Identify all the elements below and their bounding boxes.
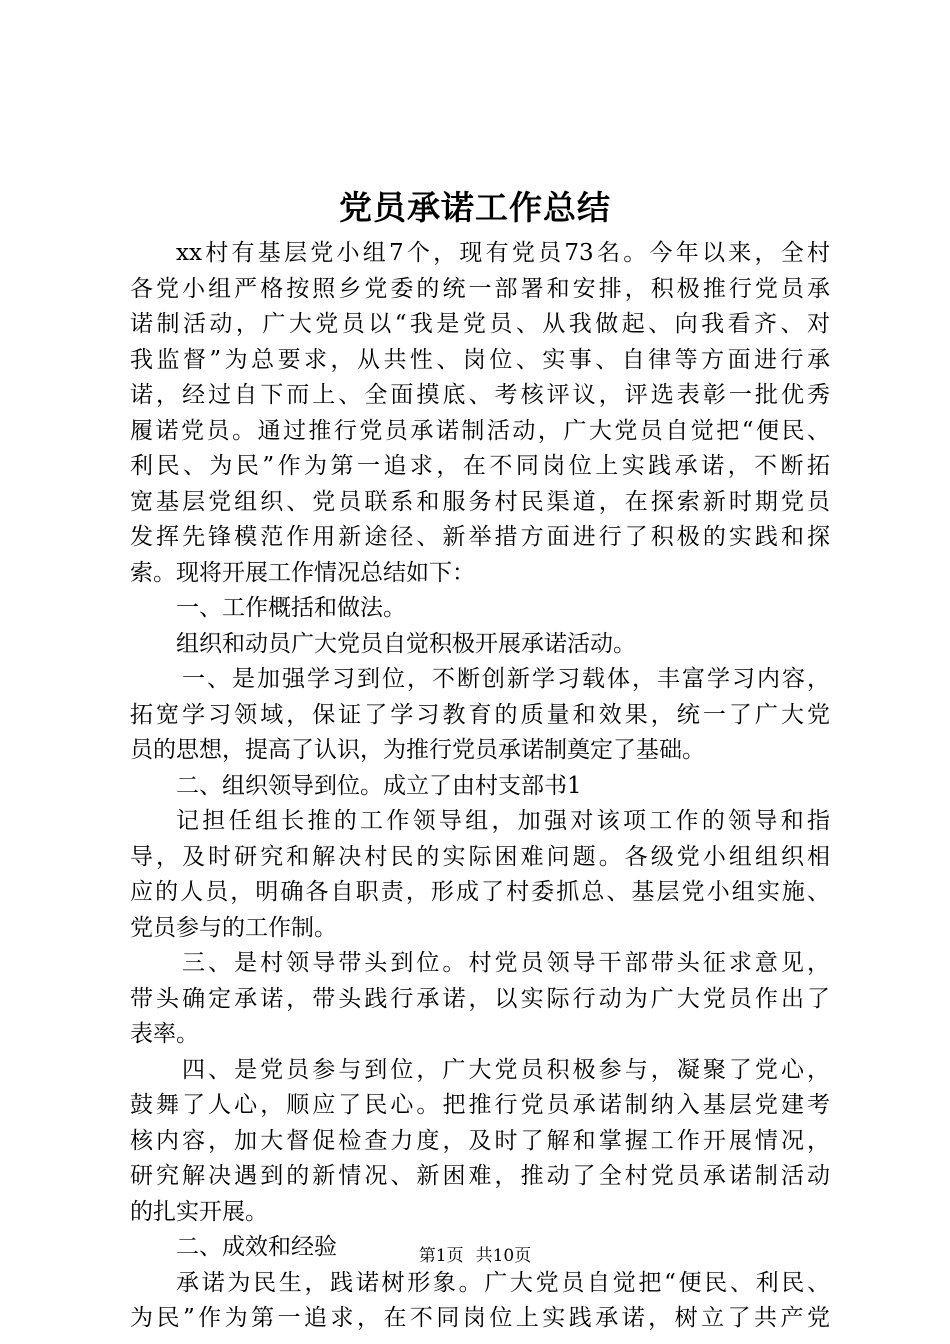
body-line: 发挥先锋模范作用新途径、新举措方面进行了积极的实践和探 bbox=[130, 524, 830, 550]
body-line: 研究解决遇到的新情况、新困难，推动了全村党员承诺制活动 bbox=[130, 1163, 830, 1189]
body-line: 表率。 bbox=[130, 1021, 199, 1047]
body-line: 记担任组长推的工作领导组，加强对该项工作的领导和指 bbox=[176, 808, 830, 834]
body-line: 宽基层党组织、党员联系和服务村民渠道，在探索新时期党员 bbox=[130, 488, 830, 515]
body-line: 四、是党员参与到位，广大党员积极参与，凝聚了党心， bbox=[182, 1056, 830, 1083]
body-line: 各党小组严格按照乡党委的统一部署和安排，积极推行党员承 bbox=[130, 275, 830, 302]
body-line: 我监督”为总要求，从共性、岗位、实事、自律等方面进行承 bbox=[130, 346, 830, 373]
body-line: 索。现将开展工作情况总结如下： bbox=[130, 559, 475, 586]
body-line: 为民”作为第一追求，在不同岗位上实践承诺，树立了共产党 bbox=[130, 1305, 830, 1331]
page-number: 第1页 bbox=[418, 1246, 464, 1266]
document-body bbox=[130, 236, 830, 1337]
body-line: 二、组织领导到位。成立了由村支部书1 bbox=[176, 772, 582, 799]
body-line: xx村有基层党小组7个，现有党员73名。今年以来，全村 bbox=[176, 240, 830, 266]
body-line: 应的人员，明确各自职责，形成了村委抓总、基层党小组实施、 bbox=[130, 879, 830, 905]
body-line: 员的思想，提高了认识，为推行党员承诺制奠定了基础。 bbox=[130, 737, 705, 763]
page-footer bbox=[0, 1244, 950, 1268]
section-heading: 二、成效和经验 bbox=[176, 1234, 337, 1260]
body-line: 的扎实开展。 bbox=[130, 1198, 268, 1225]
body-line: 组织和动员广大党员自觉积极开展承诺活动。 bbox=[176, 630, 636, 657]
body-line: 承诺为民生，践诺树形象。广大党员自觉把“便民、利民、 bbox=[176, 1269, 830, 1296]
body-line: 履诺党员。通过推行党员承诺制活动，广大党员自觉把“便民、 bbox=[130, 417, 830, 444]
body-line: 诺制活动，广大党员以“我是党员、从我做起、向我看齐、对 bbox=[130, 311, 830, 337]
body-line: 利民、为民”作为第一追求，在不同岗位上实践承诺，不断拓 bbox=[130, 453, 830, 479]
body-line: 拓宽学习领域，保证了学习教育的质量和效果，统一了广大党 bbox=[130, 701, 830, 728]
body-line: 带头确定承诺，带头践行承诺，以实际行动为广大党员作出了 bbox=[130, 985, 830, 1012]
body-line: 导，及时研究和解决村民的实际困难问题。各级党小组组织相 bbox=[130, 843, 830, 870]
page-total: 共10页 bbox=[475, 1246, 532, 1266]
body-line: 三、是村领导带头到位。村党员领导干部带头征求意见， bbox=[182, 950, 830, 976]
body-line: 党员参与的工作制。 bbox=[130, 914, 337, 941]
body-line: 鼓舞了人心，顺应了民心。把推行党员承诺制纳入基层党建考 bbox=[130, 1092, 830, 1118]
body-line: 一、是加强学习到位，不断创新学习载体，丰富学习内容， bbox=[182, 666, 830, 692]
body-line: 核内容，加大督促检查力度，及时了解和掌握工作开展情况， bbox=[130, 1127, 830, 1154]
body-line: 诺，经过自下而上、全面摸底、考核评议，评选表彰一批优秀 bbox=[130, 382, 830, 408]
document-title: 党员承诺工作总结 bbox=[339, 188, 611, 227]
section-heading: 一、工作概括和做法。 bbox=[176, 595, 406, 621]
